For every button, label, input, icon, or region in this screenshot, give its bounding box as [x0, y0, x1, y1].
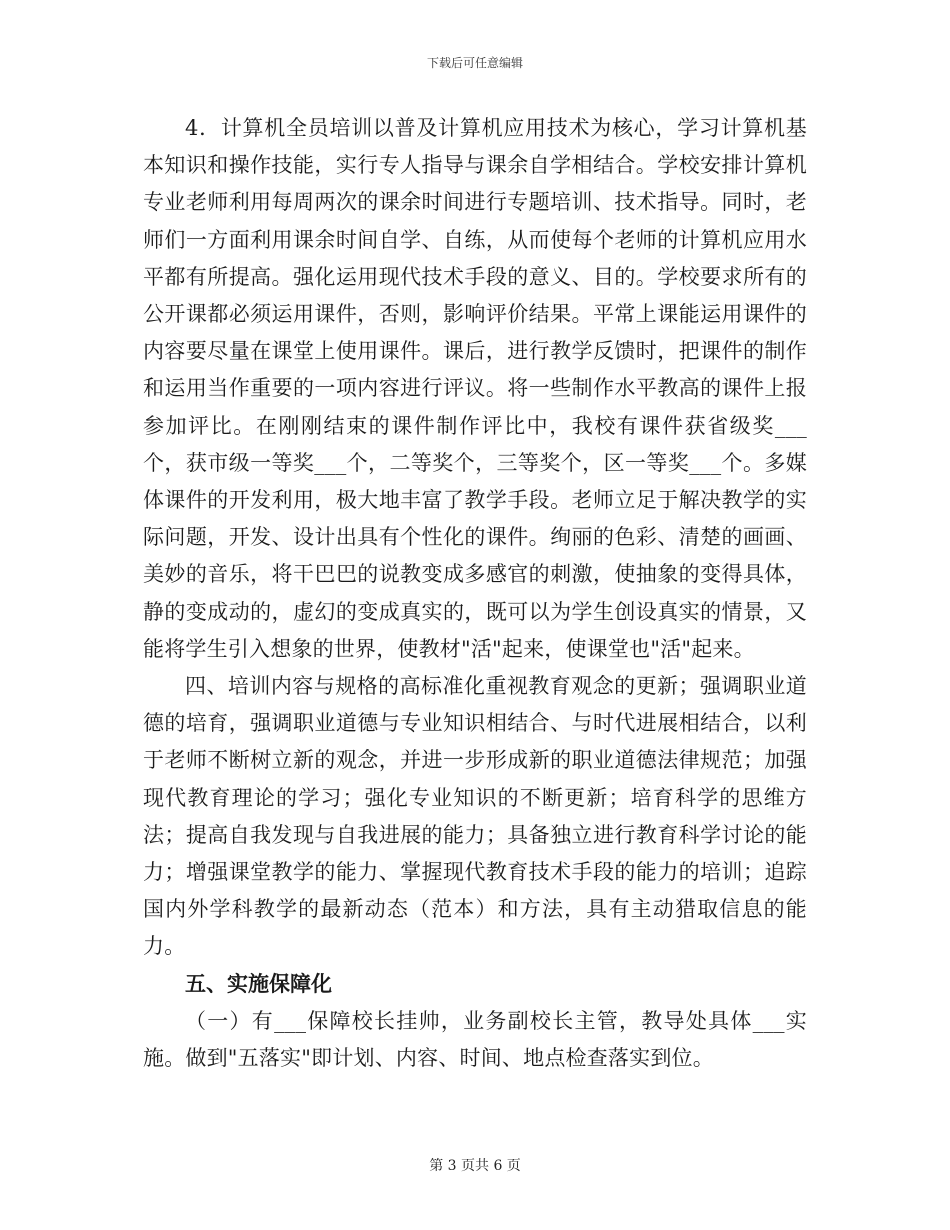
paragraph-guarantee: （一）有___保障校长挂帅，业务副校长主管，教导处具体___实施。做到"五落实"即计划、内容、时间、地点检查落实到位。: [143, 1008, 807, 1071]
section-heading-implementation: 五、实施保障化: [185, 971, 332, 996]
page-number-footer: 第 3 页共 6 页: [429, 1158, 521, 1174]
page-header: 下载后可任意编辑: [426, 56, 523, 70]
document-body: [143, 110, 807, 1077]
paragraph-training-content: 四、培训内容与规格的高标准化重视教育观念的更新；强调职业道德的培育，强调职业道德与专业知识相结合、与时代进展相结合，以利于老师不断树立新的观念，并进一步形成新的职业道德法律规范；加强现代教育理论的学习；强化专业知识的不断更新；培育科学的思维方法；提高自我发现与自我进展的能力；具备独立进行教育科学讨论的能力；增强课堂教学的能力、掌握现代教育技术手段的能力的培训；追踪国内外学科教学的最新动态（范本）和方法，具有主动猎取信息的能力。: [143, 674, 807, 959]
paragraph-computer-training: 4．计算机全员培训以普及计算机应用技术为核心，学习计算机基本知识和操作技能，实行专人指导与课余自学相结合。学校安排计算机专业老师利用每周两次的课余时间进行专题培训、技术指导。同时，老师们一方面利用课余时间自学、自练，从而使每个老师的计算机应用水平都有所提高。强化运用现代技术手段的意义、目的。学校要求所有的公开课都必须运用课件，否则，影响评价结果。平常上课能运用课件的内容要尽量在课堂上使用课件。课后，进行教学反馈时，把课件的制作和运用当作重要的一项内容进行评议。将一些制作水平教高的课件上报参加评比。在刚刚结束的课件制作评比中，我校有课件获省级奖___个，获市级一等奖___个，二等奖个，三等奖个，区一等奖___个。多媒体课件的开发利用，极大地丰富了教学手段。老师立足于解决教学的实际问题，开发、设计出具有个性化的课件。绚丽的色彩、清楚的画画、美妙的音乐，将干巴巴的说教变成多感官的刺激，使抽象的变得具体，静的变成动的，虚幻的变成真实的，既可以为学生创设真实的情景，又能将学生引入想象的世界，使教材"活"起来，使课堂也"活"起来。: [143, 116, 807, 661]
